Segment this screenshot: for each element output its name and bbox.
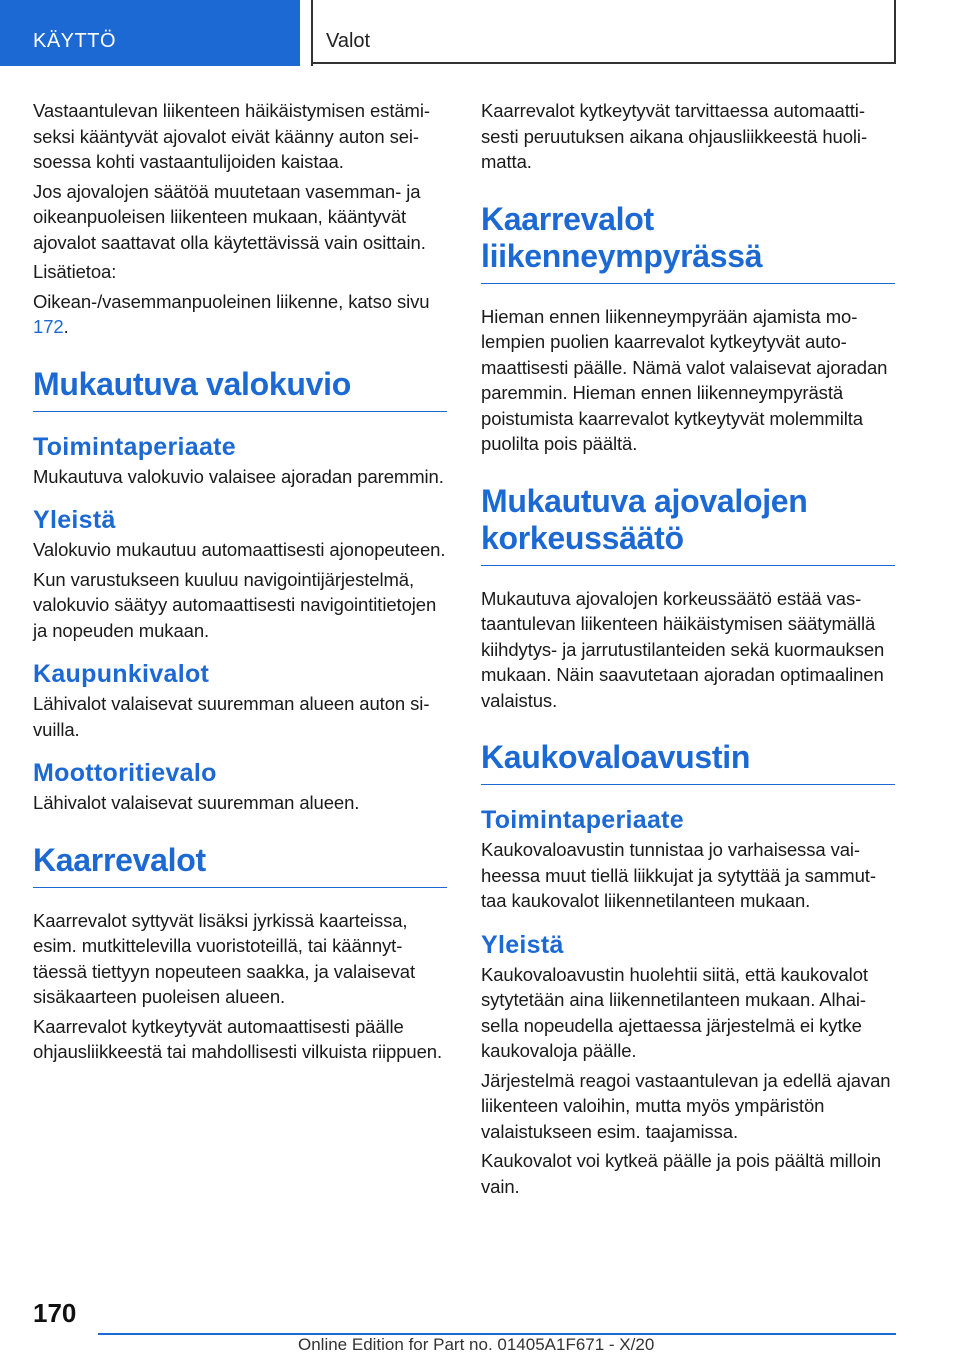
- subheading-kaupunkivalot: Kaupunkivalot: [33, 660, 210, 688]
- heading-kaukovaloavustin: Kaukovaloavustin: [481, 739, 895, 785]
- heading-ajovalojen-korkeussaato: Mukautuva ajovalojen korkeussäätö: [481, 483, 895, 566]
- paragraph: Lisätietoa:: [33, 261, 117, 282]
- subheading-toimintaperiaate: Toimintaperiaate: [33, 432, 236, 461]
- paragraph: Kaukovaloavustin tunnistaa jo varhaisessa vaiheessa muut tiellä liikkujat ja sytyttää ja sammuttaa kaukovalot liikennetilanteen mukaan.: [481, 839, 876, 911]
- paragraph: Hieman ennen liikenneympyrään ajamista molempien puolien kaarrevalot kytkeytyvät automaattisesti päälle. Nämä valot valaisevat ajoradan paremmin. Hieman ennen liikenneympyrästä poistumista kaarrevalot kytkeytyvät molemmilta puolilta pois päältä.: [481, 305, 888, 454]
- page-header: [0, 0, 960, 66]
- section-tab: KÄYTTÖ: [0, 0, 300, 66]
- heading-kaarrevalot-liikenneympyrassa: Kaarrevalot liikenneympyrässä: [481, 201, 895, 284]
- chapter-box: [311, 0, 896, 64]
- edition-label: Online Edition for Part no. 01405A1F671 - X/20: [298, 1335, 655, 1354]
- chapter-divider: [311, 0, 313, 66]
- right-column: [481, 98, 895, 1203]
- paragraph: Kaarrevalot kytkeytyvät automaattisesti päälle ohjausliikkeestä tai mahdollisesti vilkuista riippuen.: [33, 1015, 442, 1062]
- paragraph: Lähivalot valaisevat suuremman alueen auton sivuilla.: [33, 693, 430, 740]
- paragraph: Mukautuva ajovalojen korkeussäätö estää vastaantulevan liikenteen häikäistymisen säätymällä kiihdytys- ja jarrutustilanteiden sekä kuormauksen mukaan. Näin saavutetaan ajoradan optimaalinen valaistus.: [481, 587, 885, 711]
- paragraph: Valokuvio mukautuu automaattisesti ajonopeuteen.: [33, 539, 446, 560]
- paragraph: Mukautuva valokuvio valaisee ajoradan paremmin.: [33, 465, 444, 487]
- paragraph: Vastaantulevan liikenteen häikäistymisen estämiseksi kääntyvät ajovalot eivät käänny auton seisoessa kohti vastaantulijoiden kaistaa.: [33, 100, 431, 172]
- page-link-172[interactable]: 172: [33, 316, 64, 337]
- page-number: 170: [33, 1298, 77, 1328]
- paragraph: Kaarrevalot kytkeytyvät tarvittaessa automaattisesti peruutuksen aikana ohjausliikkeestä huolimatta.: [481, 100, 868, 172]
- left-column: [33, 98, 447, 1069]
- paragraph: Järjestelmä reagoi vastaantulevan ja edellä ajavan liikenteen valoihin, mutta myös ympäristön valaistukseen esim. taajamissa.: [481, 1069, 891, 1142]
- heading-mukautuva-valokuvio: Mukautuva valokuvio: [33, 366, 447, 412]
- subheading-moottoritievalo: Moottoritievalo: [33, 759, 217, 787]
- paragraph: Kaukovalot voi kytkeä päälle ja pois päältä milloin vain.: [481, 1150, 882, 1197]
- subheading-yleista: Yleistä: [481, 930, 564, 959]
- paragraph: Kaarrevalot syttyvät lisäksi jyrkissä kaarteissa, esim. mutkittelevilla vuoristoteillä, tai käännyttäessä tiettyyn nopeuteen saakka, ja valaisevat sisäkaarteen puoleisen alueen.: [33, 909, 415, 1007]
- paragraph: Kun varustukseen kuuluu navigointijärjestelmä, valokuvio säätyy automaattisesti navigointitietojen ja nopeuden mukaan.: [33, 568, 437, 641]
- paragraph: Kaukovaloavustin huolehtii siitä, että kaukovalot sytytetään aina liikennetilanteen mukaan. Alhaisella nopeudella ajettaessa järjestelmä ei kytke kaukovaloja päälle.: [481, 963, 868, 1061]
- heading-kaarrevalot: Kaarrevalot: [33, 842, 447, 888]
- paragraph-reference: [33, 289, 447, 340]
- paragraph: Lähivalot valaisevat suuremman alueen.: [33, 792, 360, 813]
- subheading-toimintaperiaate: Toimintaperiaate: [481, 806, 684, 834]
- paragraph: Jos ajovalojen säätöä muutetaan vasemman- ja oikeanpuoleisen liikenteen mukaan, kääntyvät ajovalot saattavat olla käytettävissä vain osittain.: [33, 180, 426, 253]
- reference-text: Oikean-/vasemmanpuoleinen liikenne, katso sivu: [33, 290, 430, 312]
- chapter-title: Valot: [326, 30, 371, 52]
- subheading-yleista: Yleistä: [33, 506, 116, 534]
- reference-end: .: [63, 316, 69, 337]
